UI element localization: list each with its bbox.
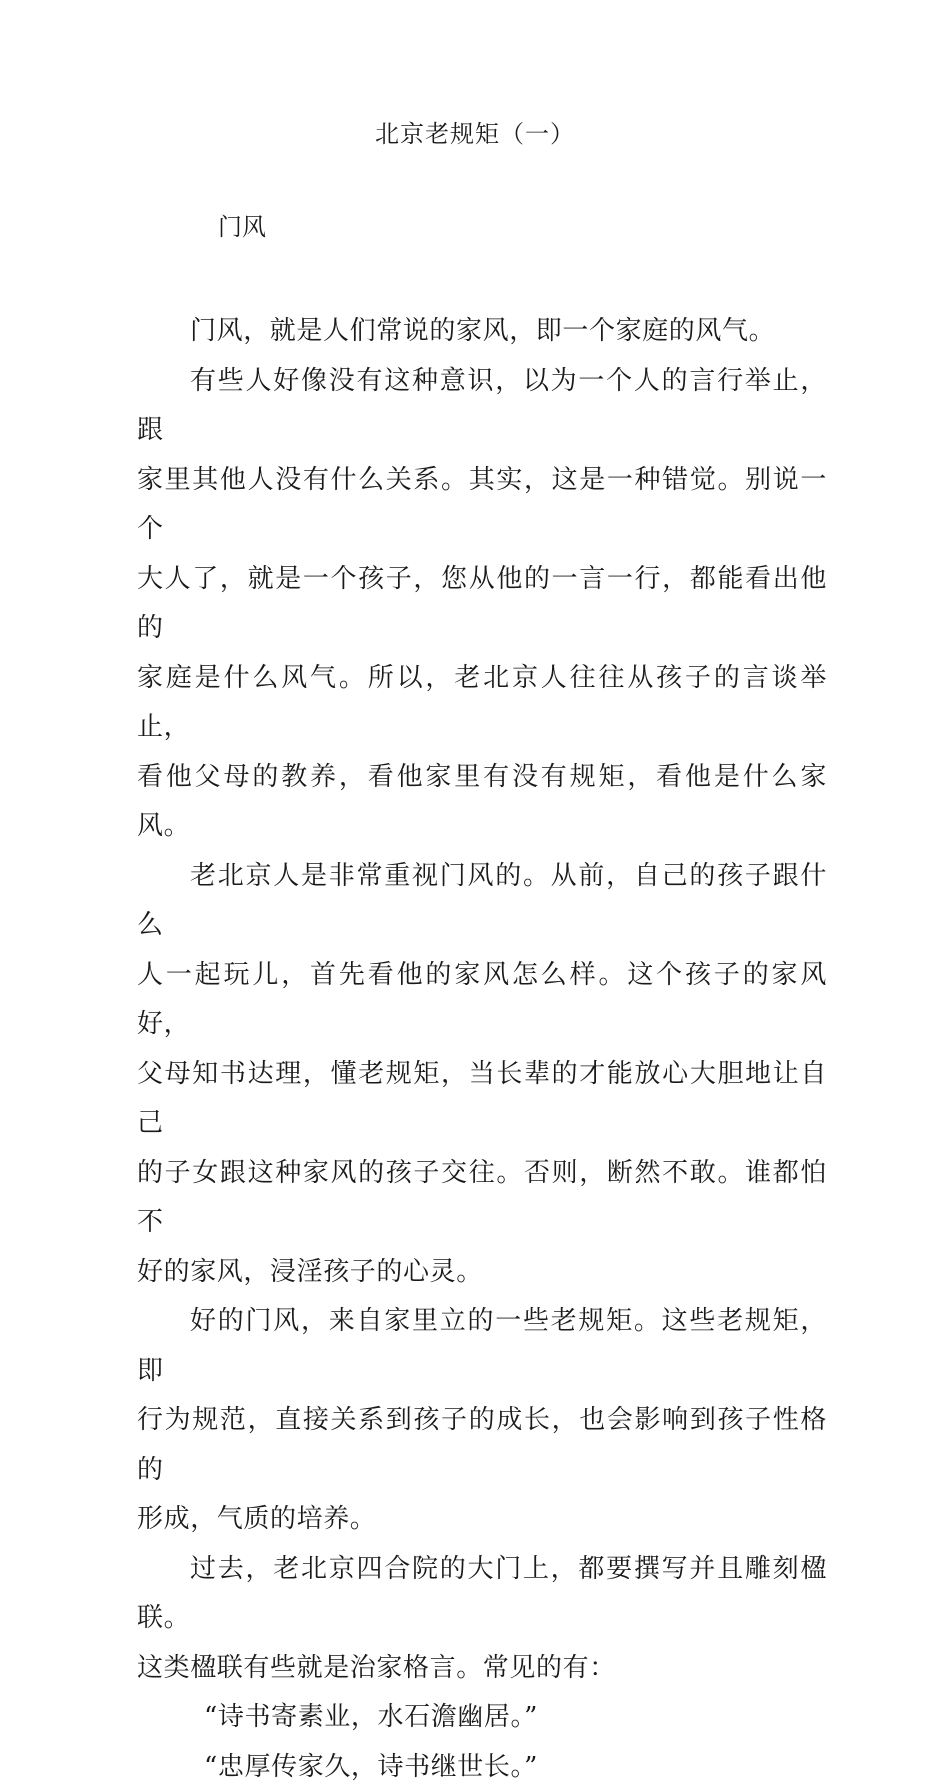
text-line: 这类楹联有些就是治家格言。常见的有： <box>137 1644 827 1694</box>
text-line: 好的门风，来自家里立的一些老规矩。这些老规矩，即 <box>137 1297 827 1396</box>
couplet-quote: “诗书寄素业，水石澹幽居。” <box>137 1693 827 1743</box>
paragraph <box>137 307 827 357</box>
text-line: 形成，气质的培养。 <box>137 1495 827 1545</box>
section-heading: 门风 <box>218 209 266 245</box>
document-title: 北京老规矩（一） <box>0 116 950 152</box>
text-line: 好的家风，浸淫孩子的心灵。 <box>137 1248 827 1298</box>
text-line: 人一起玩儿，首先看他的家风怎么样。这个孩子的家风好， <box>137 951 827 1050</box>
paragraph <box>137 357 827 852</box>
text-line: 的子女跟这种家风的孩子交往。否则，断然不敢。谁都怕不 <box>137 1149 827 1248</box>
text-line: 老北京人是非常重视门风的。从前，自己的孩子跟什么 <box>137 852 827 951</box>
text-line: 过去，老北京四合院的大门上，都要撰写并且雕刻楹联。 <box>137 1545 827 1644</box>
text-line: 看他父母的教养，看他家里有没有规矩，看他是什么家风。 <box>137 753 827 852</box>
text-line: 家庭是什么风气。所以，老北京人往往从孩子的言谈举止， <box>137 654 827 753</box>
paragraph <box>137 852 827 1298</box>
couplet-quote: “忠厚传家久，诗书继世长。” <box>137 1743 827 1792</box>
text-line: 门风，就是人们常说的家风，即一个家庭的风气。 <box>137 307 827 357</box>
text-line: 行为规范，直接关系到孩子的成长，也会影响到孩子性格的 <box>137 1396 827 1495</box>
text-line: 家里其他人没有什么关系。其实，这是一种错觉。别说一个 <box>137 456 827 555</box>
paragraph <box>137 1545 827 1694</box>
text-line: 有些人好像没有这种意识，以为一个人的言行举止，跟 <box>137 357 827 456</box>
text-line: 大人了，就是一个孩子，您从他的一言一行，都能看出他的 <box>137 555 827 654</box>
body-text <box>137 307 827 1792</box>
text-line: 父母知书达理，懂老规矩，当长辈的才能放心大胆地让自己 <box>137 1050 827 1149</box>
paragraph <box>137 1297 827 1545</box>
